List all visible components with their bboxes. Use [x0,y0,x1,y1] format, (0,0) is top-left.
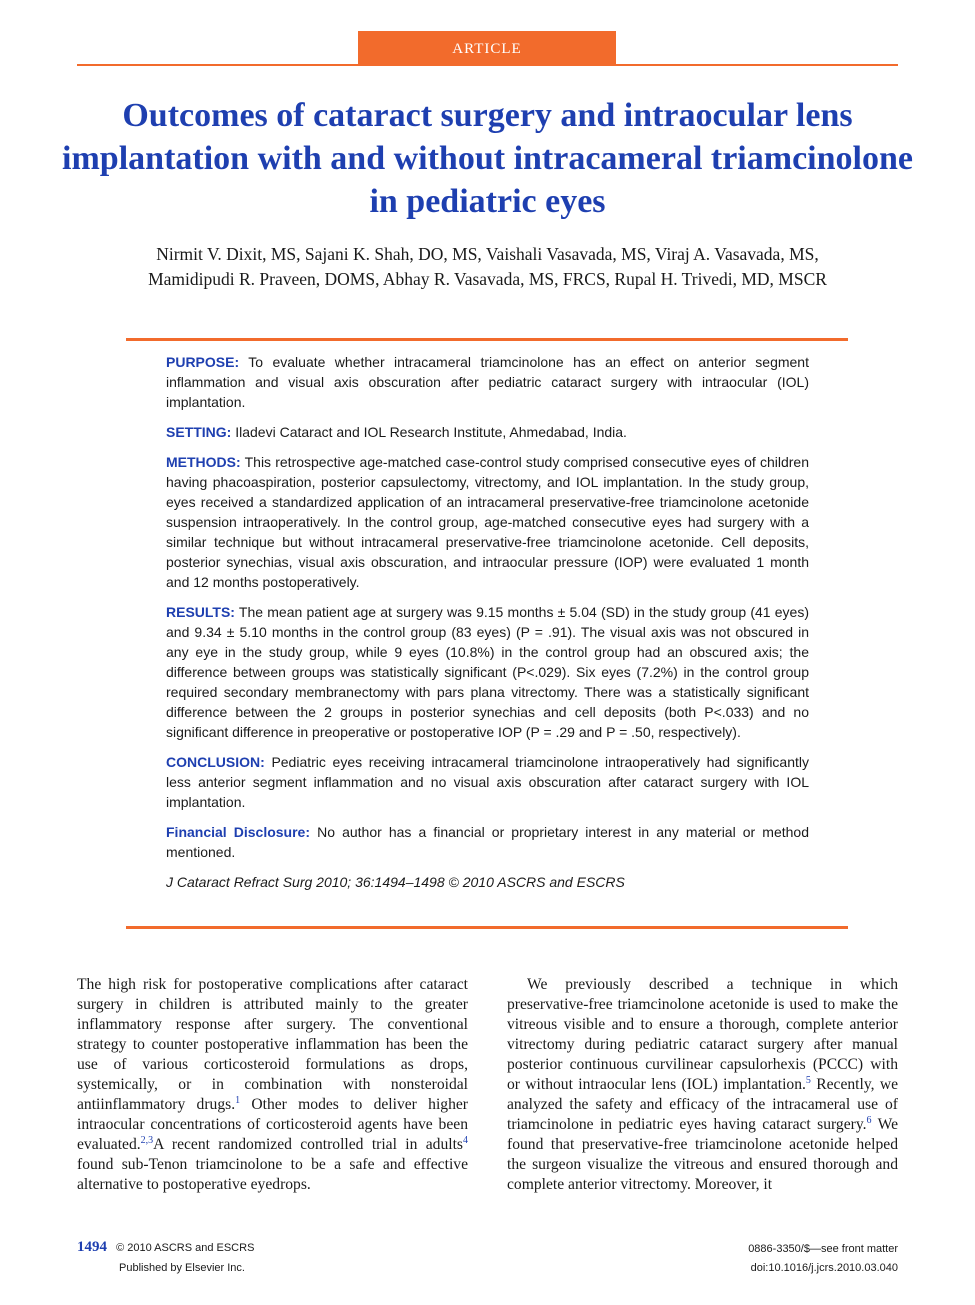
conclusion-text: Pediatric eyes receiving intracameral triamcinolone intraoperatively had significantly less anterior segment inflammation and no visual axis obscuration after cataract surgery with IOL implantation. [166,754,810,810]
abstract-methods [166,452,809,592]
abstract-results [166,602,809,742]
results-text: The mean patient age at surgery was 9.15 months ± 5.04 (SD) in the study group (41 eyes) and 9.34 ± 5.10 months in the control group (83 eyes) (P = .91). The visual axis was not obscured in any eye in the study group, while 9 eyes (10.8%) in the control group had an obscured axis; the difference between groups was statistically significant (P<.029). Six eyes (7.2%) in the control group required secondary membranectomy with pars plana vitrectomy. There was a statistically significant difference between the 2 groups in posterior synechias and cell deposits (both P<.033) and no significant difference in preoperative or postoperative IOP (P = .29 and P = .50, respectively). [166,604,810,740]
body-column-right [507,975,898,1195]
journal-citation: J Cataract Refract Surg 2010; 36:1494–1498 © 2010 ASCRS and ESCRS [166,874,625,890]
article-type-tag: ARTICLE [358,31,616,65]
intro-paragraph [77,975,468,1195]
footer-copyright: © 2010 ASCRS and ESCRS [116,1242,255,1254]
author-line-2: Mamidipudi R. Praveen, DOMS, Abhay R. Vasavada, MS, FRCS, Rupal H. Trivedi, MD, MSCR [148,269,827,289]
reference-link-1[interactable]: 1 [235,1094,241,1106]
intro-text-3: A recent randomized controlled trial in adults [153,1136,463,1153]
intro-text-2: Other modes to deliver higher intraocular concentrations of corticosteroid agents have been evaluated. [77,1096,468,1153]
right-text-1: We previously described a technique in which preservative-free triamcinolone acetonide is used to make the vitreous visible and to ensure a thorough, complete anterior vitrectomy during pediatric cataract surgery after manual posterior continuous curvilinear capsulorhexis (PCCC) with or without intraocular lens (IOL) implantation. [507,976,898,1093]
header-divider [77,64,898,66]
disclosure-text: No author has a financial or proprietary interest in any material or method mentioned. [166,824,809,860]
methods-text: This retrospective age-matched case-control study comprised consecutive eyes of children having phacoaspiration, posterior capsulectomy, vitrectomy, and IOL implantation. In the study group, eyes received a standardized application of an intracameral preservative-free triamcinolone acetonide suspension intraoperatively. In the control group, age-matched consecutive eyes had surgery with a similar technique but without intracameral preservative-free triamcinolone acetonide. Cell deposits, posterior synechias, visual axis obscuration, and intraocular pressure (IOP) were evaluated 1 month and 12 months postoperatively. [166,454,810,590]
article-title: Outcomes of cataract surgery and intraocular lens implantation with and without intracameral triamcinolone in pediatric eyes [62,97,913,220]
abstract-conclusion [166,752,809,812]
disclosure-label: Financial Disclosure: [166,824,311,840]
methods-label: METHODS: [166,454,241,470]
author-line-1: Nirmit V. Dixit, MS, Sajani K. Shah, DO, MS, Vaishali Vasavada, MS, Viraj A. Vasavada, MS, [156,244,819,264]
footer-issn: 0886-3350/$—see front matter [748,1243,898,1255]
results-label: RESULTS: [166,604,235,620]
abstract-bottom-divider [126,926,848,929]
purpose-text: To evaluate whether intracameral triamcinolone has an effect on anterior segment inflammation and visual axis obscuration after pediatric cataract surgery with intraocular (IOL) implantation. [166,354,809,410]
right-text-2: Recently, we analyzed the safety and efficacy of the intracameral use of triamcinolone in pediatric eyes having cataract surgery. [507,1076,899,1133]
setting-text: Iladevi Cataract and IOL Research Institute, Ahmedabad, India. [235,424,627,440]
abstract-top-divider [126,338,848,341]
footer-doi[interactable]: doi:10.1016/j.jcrs.2010.03.040 [750,1262,898,1274]
abstract-purpose [166,352,809,412]
reference-link-4[interactable]: 4 [463,1134,468,1146]
reference-link-5[interactable]: 5 [805,1074,811,1086]
footer-publisher: Published by Elsevier Inc. [119,1262,245,1274]
body-column-left [77,975,468,1195]
reference-link-2-3[interactable]: 2,3 [140,1134,154,1146]
right-text-3: We found that preservative-free triamcinolone acetonide helped the surgeon visualize the vitreous and ensured thorough and complete anterior vitrectomy. Moreover, it [507,1116,898,1193]
footer-left [77,1239,254,1256]
abstract-setting [166,422,809,442]
intro-text-1: The high risk for postoperative complications after cataract surgery in children is attributed mainly to the greater inflammatory response after surgery. The conventional strategy to counter postoperative inflammation has been the use of various corticosteroid formulations as drops, systemically, or in combination with nonsteroidal antiinflammatory drugs. [77,976,468,1113]
abstract-disclosure [166,822,809,862]
intro-text-4: found sub-Tenon triamcinolone to be a safe and effective alternative to postoperative eyedrops. [77,1156,468,1193]
author-list [60,242,915,292]
conclusion-label: CONCLUSION: [166,754,265,770]
purpose-label: PURPOSE: [166,354,240,370]
setting-label: SETTING: [166,424,232,440]
reference-link-6[interactable]: 6 [866,1114,872,1126]
abstract [166,352,809,902]
right-paragraph [507,975,898,1195]
page-number: 1494 [77,1239,107,1255]
